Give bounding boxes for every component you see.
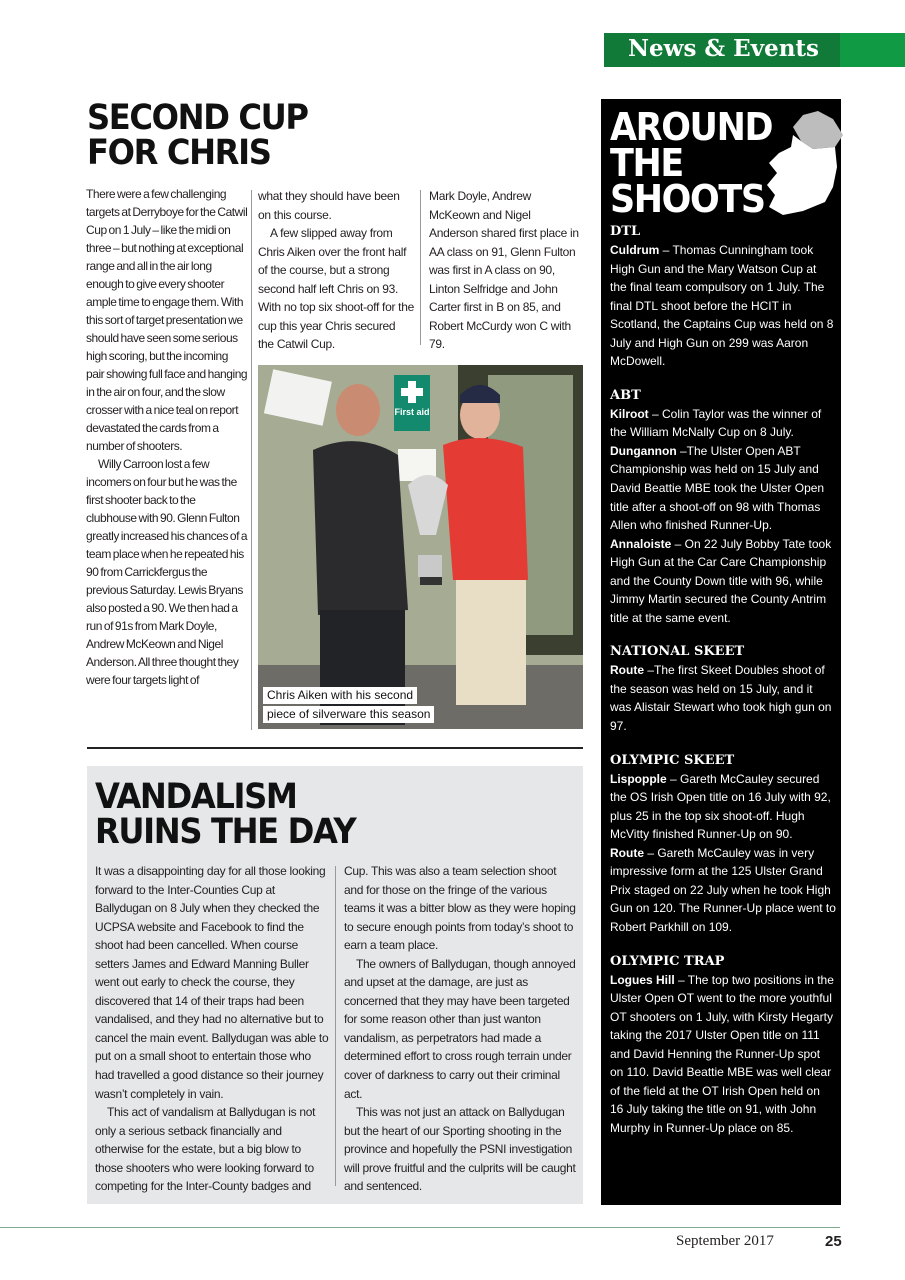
sidebar-body bbox=[610, 223, 836, 1137]
paragraph: This act of vandalism at Ballydugan is not only a serious setback financially and otherwise for the estate, but a big blow to those shooters who were looking forward to competing for the Inter-County badges and bbox=[95, 1105, 316, 1194]
sidebar-entry bbox=[610, 442, 836, 535]
entry-text: – On 22 July Bobby Tate took High Gun at the Car Care Championship and the County Down title with 96, while Jimmy Martin secured the County Antrim title at the same event. bbox=[610, 536, 832, 625]
headline-line: SECOND CUP bbox=[87, 98, 308, 138]
sidebar-entry bbox=[610, 535, 836, 628]
issue-date: September 2017 bbox=[676, 1233, 774, 1249]
photo-caption-line: piece of silverware this season bbox=[263, 706, 434, 723]
page-number: 25 bbox=[825, 1233, 842, 1250]
sidebar-section-heading: OLYMPIC TRAP bbox=[610, 953, 725, 969]
sidebar-entry bbox=[610, 405, 836, 442]
article-column bbox=[429, 187, 581, 354]
venue-name: Logues Hill bbox=[610, 972, 675, 987]
venue-name: Dungannon bbox=[610, 443, 677, 458]
column-divider bbox=[251, 190, 252, 730]
section-title: News & Events bbox=[628, 35, 820, 62]
paragraph: Mark Doyle, Andrew McKeown and Nigel Anderson shared first place in AA class on 91, Glenn Fulton was first in A class on 90, Linton Selfridge and John Carter first in B on 85, and Robert McCurdy won C with 79. bbox=[429, 189, 579, 352]
headline-line: VANDALISM bbox=[95, 777, 297, 817]
article-column bbox=[86, 185, 248, 689]
sidebar-section-heading: ABT bbox=[610, 387, 641, 403]
venue-name: Route bbox=[610, 663, 644, 678]
entry-text: – Gareth McCauley was in very impressive form at the 125 Ulster Grand Prix staged on 22 July when he took High Gun on 120. The Runner-Up place went to Robert Parkhill on 109. bbox=[610, 845, 836, 934]
entry-text: –The Ulster Open ABT Championship was held on 15 July and David Beattie MBE took the Ulster Open title after a shoot-off on 98 with Thomas Allen who finished Runner-Up. bbox=[610, 443, 825, 533]
trophy-photo bbox=[258, 365, 583, 729]
venue-name: Culdrum bbox=[610, 243, 660, 257]
paragraph: A few slipped away from Chris Aiken over the front half of the course, but a strong second half left Chris on 93. With no top six shoot-off for the cup this year Chris secured the Catwil Cup. bbox=[258, 226, 414, 352]
footer-rule bbox=[0, 1227, 840, 1228]
venue-name: Lispopple bbox=[610, 771, 667, 786]
sidebar-entry bbox=[610, 241, 836, 371]
article-divider bbox=[87, 747, 583, 749]
sidebar-entry bbox=[610, 661, 836, 735]
article-column bbox=[95, 862, 329, 1196]
entry-text: – Gareth McCauley secured the OS Irish Open title on 16 July with 92, plus 25 in the top six shoot-off. Hugh McVitty finished Runner-Up on 90. bbox=[610, 771, 831, 842]
title-line: THE bbox=[610, 141, 683, 185]
sidebar-section-heading: OLYMPIC SKEET bbox=[610, 752, 735, 768]
sidebar-title bbox=[610, 105, 773, 221]
column-divider bbox=[420, 190, 421, 345]
paragraph: The owners of Ballydugan, though annoyed and upset at the damage, are just as concerned that they may have been targeted for some reason other than just wanton vandalism, as perpetrators had made a determined effort to cross rough terrain under cover of darkness to carry out their criminal act. bbox=[344, 956, 576, 1101]
vandalism-article-box bbox=[87, 766, 583, 1204]
article-headline bbox=[87, 98, 308, 173]
paragraph: Cup. This was also a team selection shoot and for those on the fringe of the various teams it was a bitter blow as they were hoping to secure enough points from today’s shoot to earn a team place. bbox=[344, 864, 576, 953]
paragraph: There were a few challenging targets at Derryboye for the Catwil Cup on 1 July – like the midi on three – but nothing at exceptional range and all in the air long enough to give every shooter ample time to engage them. With this sort of target presentation we should have seen some serious high scoring, but the incoming pair showing full face and hanging in the air on four, and the slow crosser with a nice teal on report devastated the cards from a number of shooters. bbox=[86, 187, 248, 453]
headline-line: RUINS THE DAY bbox=[95, 812, 356, 852]
entry-text: – Thomas Cunningham took High Gun and the Mary Watson Cup at the final team compulsory on 1 July. The final DTL shoot before the HCIT in Scotland, the Captains Cup was held on 8 July and High Gun on 299 was Aaron McDowell. bbox=[610, 243, 834, 369]
entry-text: –The first Skeet Doubles shoot of the season was held on 15 July, and it was Alistair Stewart who took high gun on 97. bbox=[610, 663, 832, 734]
sidebar-entry bbox=[610, 770, 836, 844]
entry-text: – The top two positions in the Ulster Open OT went to the more youthful OT shooters on 1 July, with Kirsty Hegarty taking the 2017 Ulster Open title on 111 and David Henning the Runner-Up spot on 110. David Beattie MBE was well clear of the field at the OT Irish Open held on 16 July taking the title on 91, with John Murphy in Runner-Up place on 85. bbox=[610, 972, 834, 1135]
article-headline bbox=[95, 777, 356, 852]
paragraph: This was not just an attack on Ballydugan but the heart of our Sporting shooting in the province and hopefully the PSNI investigation will prove fruitful and the culprits will be caught and sentenced. bbox=[344, 1105, 576, 1194]
headline-line: FOR CHRIS bbox=[87, 133, 271, 173]
sidebar-section-heading: DTL bbox=[610, 224, 641, 239]
around-the-shoots-sidebar bbox=[601, 99, 841, 1205]
venue-name: Kilroot bbox=[610, 406, 649, 421]
paragraph: It was a disappointing day for all those looking forward to the Inter-Counties Cup at Ballydugan on 8 July when they checked the UCPSA website and Facebook to find the shoot had been cancelled. When course setters James and Edward Manning Buller went out early to check the course, they discovered that 14 of their traps had been vandalised, and they had no alternative but to cancel the main event. Ballydugan was able to put on a small shoot to entertain those who had travelled a good distance so their journey wasn’t completely in vain. bbox=[95, 864, 329, 1101]
sidebar-section-heading: NATIONAL SKEET bbox=[610, 644, 745, 660]
paragraph: what they should have been on this course. bbox=[258, 189, 400, 222]
venue-name: Annaloiste bbox=[610, 536, 672, 551]
title-line: SHOOTS bbox=[610, 177, 765, 221]
photo-caption-line: Chris Aiken with his second bbox=[263, 687, 417, 704]
section-banner bbox=[604, 33, 905, 67]
title-line: AROUND bbox=[610, 105, 773, 149]
first-aid-sign-text: First aid bbox=[394, 407, 430, 417]
ireland-map-icon bbox=[763, 107, 848, 217]
column-divider bbox=[335, 866, 336, 1186]
entry-text: – Colin Taylor was the winner of the William McNally Cup on 8 July. bbox=[610, 406, 822, 440]
paragraph: Willy Carroon lost a few incomers on four but he was the first shooter back to the clubhouse with 90. Glenn Fulton greatly increased his chances of a team place when he repeated his 90 from Carrickfergus the previous Saturday. Lewis Bryans also posted a 90. We then had a run of 91s from Mark Doyle, Andrew McKeown and Nigel Anderson. All three thought they were four targets light of bbox=[86, 457, 248, 687]
article-column bbox=[258, 187, 414, 354]
sidebar-entry bbox=[610, 844, 836, 937]
article-column bbox=[344, 862, 578, 1196]
venue-name: Route bbox=[610, 845, 644, 860]
sidebar-entry bbox=[610, 971, 836, 1138]
